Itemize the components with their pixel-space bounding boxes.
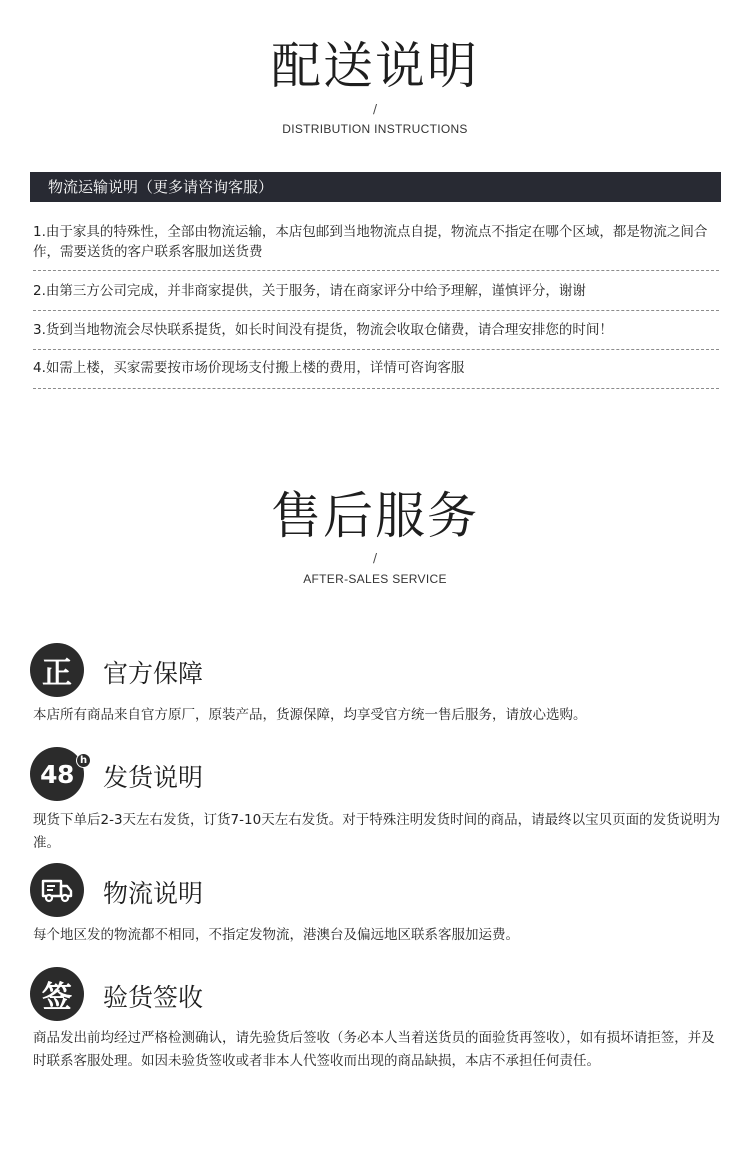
delivery-item-3: 3.货到当地物流会尽快联系提货，如长时间没有提货，物流会收取仓储费，请合理安排您的时间！ xyxy=(33,322,613,338)
feature-text-official: 本店所有商品来自官方原厂，原装产品，货源保障，均享受官方统一售后服务，请放心选购。 xyxy=(33,707,587,723)
feature-heading-shipping: 发货说明 xyxy=(103,763,204,792)
delivery-slash: / xyxy=(372,102,378,116)
after-sales-slash: / xyxy=(372,551,378,565)
delivery-item-2: 2.由第三方公司完成，并非商家提供，关于服务，请在商家评分中给予理解，谨慎评分，谢谢 xyxy=(33,283,586,299)
after-sales-subtitle: AFTER-SALES SERVICE xyxy=(303,572,447,586)
delivery-item-1: 1.由于家具的特殊性，全部由物流运输，本店包邮到当地物流点自提，物流点不指定在哪个区域，都是物流之间合作，需要送货的客户联系客服加送货费 xyxy=(33,224,708,260)
divider xyxy=(33,270,719,271)
divider xyxy=(33,310,719,311)
feature-text-logistics: 每个地区发的物流都不相同，不指定发物流，港澳台及偏远地区联系客服加运费。 xyxy=(33,927,519,943)
delivery-subtitle: DISTRIBUTION INSTRUCTIONS xyxy=(282,122,468,136)
feature-heading-inspection: 验货签收 xyxy=(103,983,204,1012)
after-sales-title: 售后服务 xyxy=(271,487,479,545)
feature-text-shipping: 现货下单后2-3天左右发货，订货7-10天左右发货。对于特殊注明发货时间的商品，请最终以宝贝页面的发货说明为准。 xyxy=(33,812,721,851)
divider xyxy=(33,388,719,389)
48h-badge-icon: 48 xyxy=(30,747,84,801)
sign-badge-icon: 签 xyxy=(30,967,84,1021)
feature-heading-logistics: 物流说明 xyxy=(103,879,204,908)
delivery-item-4: 4.如需上楼，买家需要按市场价现场支付搬上楼的费用，详情可咨询客服 xyxy=(33,360,465,376)
truck-icon xyxy=(30,863,84,917)
feature-text-inspection: 商品发出前均经过严格检测确认，请先验货后签收（务必本人当着送货员的面验货再签收），如有损坏请拒签，并及时联系客服处理。如因未验货签收或者非本人代签收而出现的商品缺损，本店不承担任何责任。 xyxy=(33,1030,715,1069)
divider xyxy=(33,349,719,350)
feature-heading-official: 官方保障 xyxy=(103,659,204,688)
official-badge-icon: 正 xyxy=(30,643,84,697)
logistics-header-bar: 物流运输说明（更多请咨询客服） xyxy=(30,172,721,202)
delivery-title: 配送说明 xyxy=(271,37,479,95)
hour-superscript: h xyxy=(76,753,91,768)
